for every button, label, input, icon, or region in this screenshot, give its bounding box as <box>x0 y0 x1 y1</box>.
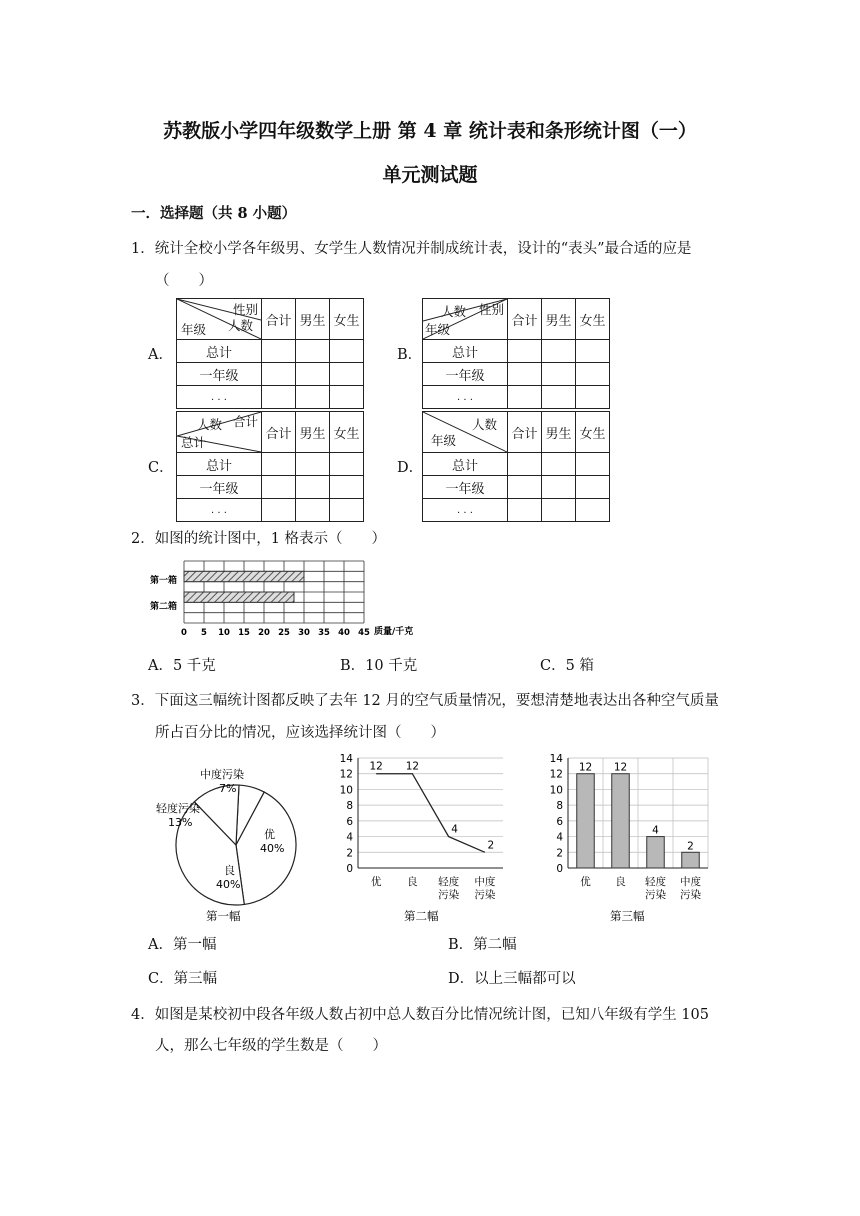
col-header: 合计 <box>508 412 542 453</box>
header-top: 合计 <box>232 414 258 429</box>
bar-0 <box>577 774 595 868</box>
data-label: 12 <box>405 760 420 773</box>
col-header: 合计 <box>262 412 296 453</box>
y-tick-label: 14 <box>339 753 353 765</box>
section-heading: 一．选择题（共 8 小题） <box>131 205 297 222</box>
q1-a-diagonal-header <box>177 299 262 340</box>
col-header: 男生 <box>296 299 330 340</box>
q1-option-c-label[interactable]: C． <box>148 460 174 476</box>
q1-table-d <box>422 411 610 522</box>
data-label: 12 <box>613 761 628 774</box>
x-tick-label-2: 污染 <box>474 889 496 901</box>
data-label: 2 <box>487 839 495 852</box>
x-tick-label: 25 <box>278 628 290 638</box>
col-header: 合计 <box>508 299 542 340</box>
bar-chart-title: 第三幅 <box>610 909 645 923</box>
row-header: 一年级 <box>177 476 262 499</box>
col-header: 女生 <box>576 412 610 453</box>
page-title-line2: 单元测试题 <box>382 164 478 186</box>
q2-text: 2．如图的统计图中，1 格表示（ ） <box>131 531 387 547</box>
pie-pct-medium-pollution: 7% <box>219 782 237 795</box>
category-label: 第二箱 <box>150 602 178 612</box>
x-tick-label: 轻度 <box>438 876 460 888</box>
pie-label-medium-pollution: 中度污染 <box>200 768 244 781</box>
row-header: . . . <box>423 499 508 522</box>
bar-1 <box>612 774 630 868</box>
data-label: 12 <box>369 760 383 773</box>
y-tick-label: 12 <box>549 768 563 781</box>
row-header: 总计 <box>177 453 262 476</box>
q2-option-b[interactable]: B．10 千克 <box>340 658 418 674</box>
col-header: 女生 <box>330 412 364 453</box>
pie-label-good: 良 <box>224 864 235 877</box>
bar-0 <box>184 571 304 581</box>
x-tick-label-2: 污染 <box>680 889 701 901</box>
q4-text-line2: 人，那么七年级的学生数是（ ） <box>155 1038 387 1054</box>
y-tick-label: 8 <box>556 800 563 813</box>
x-tick-label: 35 <box>318 628 330 638</box>
y-tick-label: 2 <box>556 847 563 860</box>
x-tick-label: 优 <box>370 876 382 888</box>
q3-option-b[interactable]: B．第二幅 <box>448 937 517 953</box>
y-tick-label: 6 <box>346 815 353 828</box>
header-bottom: 年级 <box>431 433 457 448</box>
x-tick-label: 10 <box>218 628 230 638</box>
row-header: 总计 <box>423 340 508 363</box>
header-bottom: 年级 <box>425 322 451 337</box>
row-header: . . . <box>177 386 262 409</box>
q2-bar-chart <box>148 555 448 641</box>
header-bottom: 总计 <box>181 435 207 450</box>
q3-pie-chart <box>148 750 328 925</box>
q1-d-diagonal-header <box>423 412 508 453</box>
x-tick-label: 良 <box>407 876 418 888</box>
bar-3 <box>682 852 700 868</box>
row-header: . . . <box>177 499 262 522</box>
q2-option-c[interactable]: C．5 箱 <box>540 658 594 674</box>
y-tick-label: 8 <box>346 800 353 813</box>
x-tick-label: 良 <box>615 876 626 888</box>
page-title-line1: 苏教版小学四年级数学上册 第 4 章 统计表和条形统计图（一） <box>163 120 697 142</box>
bar-1 <box>184 592 294 602</box>
q1-text-line2: （ ） <box>155 273 213 289</box>
row-header: 总计 <box>423 453 508 476</box>
q1-table-a <box>176 298 364 409</box>
pie-label-light-pollution: 轻度污染 <box>156 802 200 815</box>
x-tick-label: 20 <box>258 628 270 638</box>
q1-option-b-label[interactable]: B． <box>397 347 423 363</box>
x-tick-label: 45 <box>358 628 370 638</box>
x-tick-label-2: 污染 <box>438 889 460 901</box>
pie-pct-excellent: 40% <box>260 842 285 855</box>
pie-pct-light-pollution: 13% <box>168 816 193 829</box>
q1-c-diagonal-header <box>177 412 262 453</box>
col-header: 男生 <box>542 412 576 453</box>
q1-option-d-label[interactable]: D． <box>397 460 424 476</box>
x-tick-label: 0 <box>181 628 187 638</box>
q4-text-line1: 4．如图是某校初中段各年级人数占初中总人数百分比情况统计图，已知八年级有学生 105 <box>131 1007 710 1023</box>
q2-option-a[interactable]: A．5 千克 <box>148 658 216 674</box>
row-header: 总计 <box>177 340 262 363</box>
q1-text-line1: 1．统计全校小学各年级男、女学生人数情况并制成统计表，设计的“表头”最合适的应是 <box>131 241 692 257</box>
col-header: 女生 <box>576 299 610 340</box>
data-label: 4 <box>451 823 458 836</box>
row-header: . . . <box>423 386 508 409</box>
x-tick-label: 中度 <box>680 876 701 888</box>
header-mid: 人数 <box>441 304 467 319</box>
x-tick-label-2: 污染 <box>645 889 666 901</box>
x-tick-label: 40 <box>338 628 350 638</box>
q3-option-d[interactable]: D．以上三幅都可以 <box>448 971 576 987</box>
q1-b-diagonal-header <box>423 299 508 340</box>
y-tick-label: 10 <box>549 784 563 797</box>
row-header: 一年级 <box>423 476 508 499</box>
pie-title: 第一幅 <box>206 909 241 923</box>
y-tick-label: 6 <box>556 815 563 828</box>
col-header: 女生 <box>330 299 364 340</box>
row-header: 一年级 <box>423 363 508 386</box>
header-top: 性别 <box>232 302 258 317</box>
category-label: 第一箱 <box>150 576 178 586</box>
col-header: 男生 <box>542 299 576 340</box>
q3-text-line1: 3．下面这三幅统计图都反映了去年 12 月的空气质量情况，要想清楚地表达出各种空气质量 <box>131 693 719 709</box>
row-header: 一年级 <box>177 363 262 386</box>
q1-option-a-label[interactable]: A． <box>148 347 173 363</box>
y-tick-label: 2 <box>346 847 353 860</box>
header-bottom: 年级 <box>181 322 207 337</box>
x-tick-label: 轻度 <box>645 876 666 888</box>
q3-option-a[interactable]: A．第一幅 <box>148 937 217 953</box>
col-header: 合计 <box>262 299 296 340</box>
data-label: 2 <box>687 840 694 853</box>
header-top: 性别 <box>478 302 504 317</box>
y-tick-label: 12 <box>339 768 353 781</box>
x-tick-label: 30 <box>298 628 310 638</box>
q3-text-line2: 所占百分比的情况，应该选择统计图（ ） <box>155 725 445 741</box>
y-tick-label: 0 <box>556 863 563 875</box>
header-top: 人数 <box>471 417 497 432</box>
data-label: 12 <box>578 761 593 774</box>
q3-line-chart <box>338 750 513 925</box>
col-header: 男生 <box>296 412 330 453</box>
x-tick-label: 优 <box>580 876 591 888</box>
pie-pct-good: 40% <box>216 878 241 891</box>
header-mid: 人数 <box>227 318 253 333</box>
y-tick-label: 0 <box>346 863 353 875</box>
data-label: 4 <box>652 824 659 837</box>
q3-bar-chart <box>548 750 723 925</box>
q1-table-b <box>422 298 610 409</box>
x-tick-label: 中度 <box>474 876 496 888</box>
line-chart-title: 第二幅 <box>404 909 439 923</box>
y-tick-label: 4 <box>556 831 563 844</box>
header-mid: 人数 <box>197 417 223 432</box>
bar-2 <box>647 837 665 868</box>
y-tick-label: 10 <box>339 784 353 797</box>
q1-table-c <box>176 411 364 522</box>
x-axis-label: 质量/千克 <box>374 627 414 637</box>
y-tick-label: 14 <box>549 753 563 765</box>
y-tick-label: 4 <box>346 831 353 844</box>
pie-label-excellent: 优 <box>264 828 275 841</box>
x-tick-label: 5 <box>201 628 207 638</box>
x-tick-label: 15 <box>238 628 250 638</box>
series-line <box>376 774 485 853</box>
q3-option-c[interactable]: C．第三幅 <box>148 971 218 987</box>
